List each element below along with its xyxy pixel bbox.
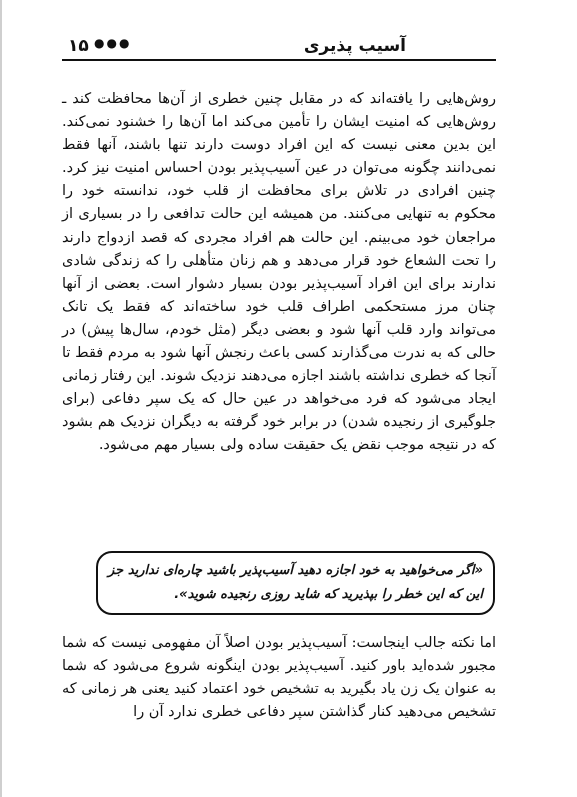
paragraph-2: اما نکته جالب اینجاست: آسیب‌پذیر بودن اصلاً آن مفهومی نیست که شما مجبور شده‌اید باور کنید. آسیب‌پذیر بودن اینگونه شروع می‌شود که شما به عنوان یک زن یاد بگیرید به تشخیص خود اعتماد کنید یعنی هر زمانی که تشخیص می‌دهید کنار گذاشتن سپر دفاعی خطری ندارد آن را [62, 635, 496, 721]
header-rule [62, 59, 496, 61]
paragraph-1: روش‌هایی را یافته‌اند که در مقابل چنین خطری از آن‌ها محافظت کند ـ روش‌هایی که امنیت ایشان را تأمین می‌کند اما آن‌ها را خشنود نمی‌کند. این بدین معنی نیست که این افراد دوست دارند تنها باشند، آنها فقط نمی‌دانند چگونه می‌توان در عین آسیب‌پذیر بودن احساس امنیت نیز کرد. چنین افرادی در تلاش برای محافظت از قلب خود، ندانسته خود را محکوم به تنهایی می‌کنند. من همیشه این حالت تدافعی را در بسیاری از مراجعان خود می‌بینم. این حالت هم افراد مجردی که قصد ازدواج دارند را تحت الشعاع خود قرار می‌دهد و هم زنان متأهلی را که زندگی شادی ندارند برای این افراد آسیب‌پذیر بودن بسیار دشوار است. بعضی از آنها چنان مرز مستحکمی اطراف قلب خود ساخته‌اند که فقط یک تانک می‌تواند وارد قلب آنها شود و بعضی دیگر (مثل خودم، سال‌ها پیش) در حالی که به ندرت می‌گذارند کسی باعث رنجش آنها شود به مردم فقط تا آنجا که خطری نداشته باشند اجازه می‌دهند نزدیک شوند. این رفتار زمانی ایجاد می‌شود که فرد می‌خواهد در عین حال که یک سپر دفاعی (برای جلوگیری از رنجیده شدن) در برابر خود گرفته به دیگران نزدیک هم بشود که در نتیجه موجب نقض یک حقیقت ساده ولی بسیار مهم می‌شود. [62, 91, 496, 454]
page-number: ۱۵ [68, 36, 89, 56]
running-header [62, 30, 496, 62]
chapter-title: آسیب پذیری [303, 36, 406, 56]
highlighted-quote: «اگر می‌خواهید به خود اجازه دهید آسیب‌پذیر باشید چاره‌ای ندارید جز این که این خطر را بپذیرید که شاید روزی رنجیده شوید». [96, 551, 495, 615]
header-dots-ornament: ●●● [94, 36, 132, 50]
